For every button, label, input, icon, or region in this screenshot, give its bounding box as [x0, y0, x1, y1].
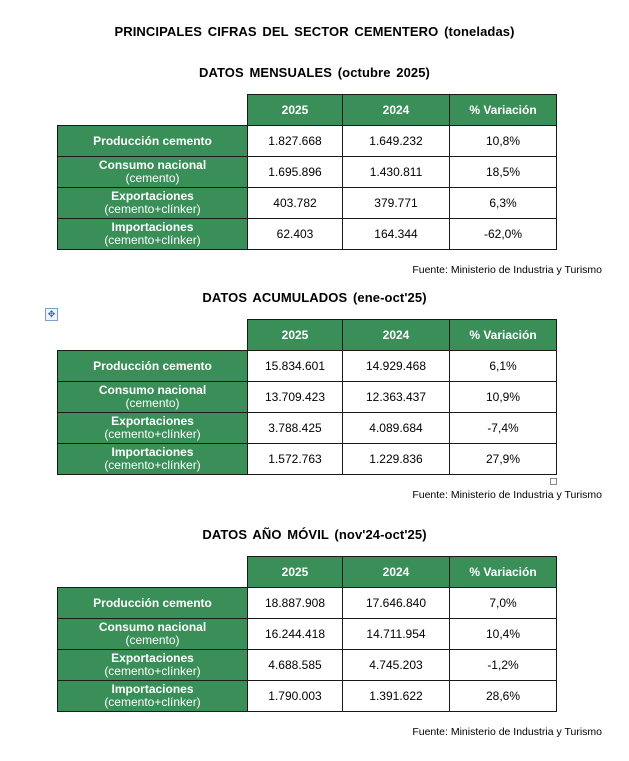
table-row [58, 382, 557, 413]
table-row [58, 619, 557, 650]
row-label-main: Producción cemento [93, 358, 212, 373]
row-label-sub: (cemento) [125, 633, 180, 647]
table-row [58, 681, 557, 712]
row-label-sub: (cemento+clínker) [104, 695, 201, 709]
cell-2024: 14.929.468 [343, 351, 450, 382]
row-label [58, 351, 248, 382]
row-label [58, 588, 248, 619]
row-label-main: Importaciones [111, 445, 194, 459]
header-2024: 2024 [343, 320, 450, 351]
cell-2024: 164.344 [343, 219, 450, 250]
cell-2025: 16.244.418 [248, 619, 343, 650]
row-label [58, 619, 248, 650]
row-label-sub: (cemento+clínker) [104, 664, 201, 678]
section-title-rolling-year: DATOS AÑO MÓVIL (nov'24-oct'25) [202, 527, 427, 542]
cell-2025: 62.403 [248, 219, 343, 250]
row-label [58, 650, 248, 681]
header-2025: 2025 [248, 320, 343, 351]
table-row [58, 126, 557, 157]
header-variation: % Variación [450, 320, 557, 351]
row-label [58, 681, 248, 712]
row-label-main: Exportaciones [111, 414, 194, 428]
cell-variation: 18,5% [450, 157, 557, 188]
row-label-main: Exportaciones [111, 189, 194, 203]
row-label-main: Producción cemento [93, 133, 212, 148]
row-label-sub: (cemento) [125, 396, 180, 410]
row-label-sub: (cemento+clínker) [104, 427, 201, 441]
cell-variation: 28,6% [450, 681, 557, 712]
cell-2024: 379.771 [343, 188, 450, 219]
header-2024: 2024 [343, 557, 450, 588]
row-label-main: Consumo nacional [98, 383, 207, 397]
cell-2025: 1.695.896 [248, 157, 343, 188]
table-row [58, 351, 557, 382]
header-variation: % Variación [450, 95, 557, 126]
table-row [58, 650, 557, 681]
cell-2024: 4.089.684 [343, 413, 450, 444]
row-label-main: Producción cemento [93, 595, 212, 610]
cell-2025: 4.688.585 [248, 650, 343, 681]
row-label [58, 382, 248, 413]
row-label [58, 219, 248, 250]
table-row [58, 188, 557, 219]
source-note-monthly: Fuente: Ministerio de Industria y Turismo [412, 264, 602, 276]
row-label-main: Consumo nacional [98, 620, 207, 634]
source-note-rolling-year: Fuente: Ministerio de Industria y Turismo [412, 726, 602, 738]
cell-2024: 1.391.622 [343, 681, 450, 712]
row-label [58, 444, 248, 475]
header-2025: 2025 [248, 95, 343, 126]
table-cumulative [57, 319, 557, 475]
row-label-sub: (cemento+clínker) [104, 233, 201, 247]
cell-2025: 1.572.763 [248, 444, 343, 475]
cell-variation: 10,4% [450, 619, 557, 650]
source-note-cumulative: Fuente: Ministerio de Industria y Turismo [412, 489, 602, 501]
cell-variation: 6,3% [450, 188, 557, 219]
header-2024: 2024 [343, 95, 450, 126]
cell-variation: 7,0% [450, 588, 557, 619]
cell-2024: 4.745.203 [343, 650, 450, 681]
table-rolling-year [57, 556, 557, 712]
cell-2025: 15.834.601 [248, 351, 343, 382]
row-label-sub: (cemento+clínker) [104, 458, 201, 472]
row-label-main: Consumo nacional [98, 158, 207, 172]
cell-2024: 1.229.836 [343, 444, 450, 475]
cell-variation: -62,0% [450, 219, 557, 250]
row-label [58, 188, 248, 219]
row-label-main: Importaciones [111, 682, 194, 696]
cell-2024: 14.711.954 [343, 619, 450, 650]
row-label [58, 126, 248, 157]
cell-2025: 1.827.668 [248, 126, 343, 157]
cell-variation: 10,8% [450, 126, 557, 157]
cell-variation: -7,4% [450, 413, 557, 444]
table-row [58, 444, 557, 475]
cell-2024: 17.646.840 [343, 588, 450, 619]
section-title-monthly: DATOS MENSUALES (octubre 2025) [198, 65, 430, 80]
cell-2025: 18.887.908 [248, 588, 343, 619]
table-row [58, 413, 557, 444]
cell-variation: -1,2% [450, 650, 557, 681]
row-label-main: Importaciones [111, 220, 194, 234]
cell-variation: 10,9% [450, 382, 557, 413]
document-title: PRINCIPALES CIFRAS DEL SECTOR CEMENTERO (toneladas) [114, 24, 515, 39]
header-blank [58, 95, 248, 126]
cell-variation: 27,9% [450, 444, 557, 475]
row-label-main: Exportaciones [111, 651, 194, 665]
table-row [58, 157, 557, 188]
move-anchor-icon[interactable]: ✥ [45, 308, 58, 321]
header-blank [58, 557, 248, 588]
cell-variation: 6,1% [450, 351, 557, 382]
row-label [58, 157, 248, 188]
header-variation: % Variación [450, 557, 557, 588]
table-row [58, 219, 557, 250]
cell-2025: 403.782 [248, 188, 343, 219]
row-label-sub: (cemento+clínker) [104, 202, 201, 216]
cell-2024: 1.649.232 [343, 126, 450, 157]
cell-2025: 1.790.003 [248, 681, 343, 712]
header-2025: 2025 [248, 557, 343, 588]
row-label-sub: (cemento) [125, 171, 180, 185]
section-title-cumulative: DATOS ACUMULADOS (ene-oct'25) [202, 290, 427, 305]
cell-2024: 1.430.811 [343, 157, 450, 188]
cell-2025: 3.788.425 [248, 413, 343, 444]
resize-handle-icon[interactable] [550, 478, 557, 485]
table-row [58, 588, 557, 619]
cell-2024: 12.363.437 [343, 382, 450, 413]
cell-2025: 13.709.423 [248, 382, 343, 413]
row-label [58, 413, 248, 444]
table-monthly [57, 94, 557, 250]
header-blank [58, 320, 248, 351]
